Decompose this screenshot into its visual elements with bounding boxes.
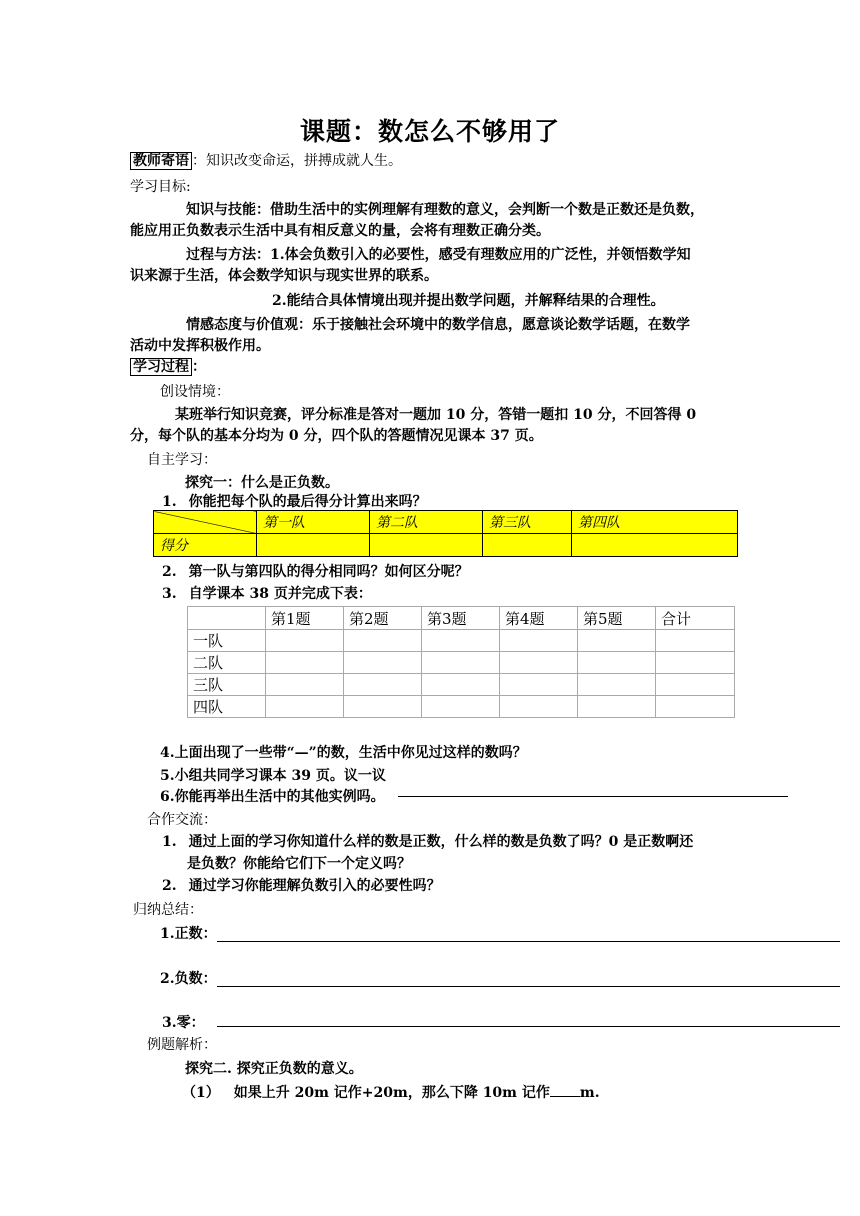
q2-header: 第2题: [344, 607, 422, 630]
goal-process-line1: 过程与方法：1.体会负数引入的必要性，感受有理数应用的广泛性，并领悟数学知: [186, 247, 691, 263]
total-cell[interactable]: [656, 652, 735, 674]
score-cell[interactable]: [344, 652, 422, 674]
situation-line1: 某班举行知识竞赛，评分标准是答对一题加 10 分，答错一题扣 10 分，不回答得 0: [175, 407, 697, 423]
row-label-team3: 三队: [188, 674, 266, 696]
explore2-heading: 探究二. 探究正负数的意义。: [185, 1061, 363, 1077]
process-heading: [130, 358, 206, 376]
score-cell[interactable]: [344, 696, 422, 718]
score-cell[interactable]: [578, 652, 656, 674]
table-row: [154, 511, 738, 534]
situation-heading: 创设情境：: [160, 384, 230, 400]
coop-question2-number: 2.: [162, 878, 177, 894]
question3-text: 自学课本 38 页并完成下表：: [188, 586, 372, 602]
corner-cell: [188, 607, 266, 630]
total-cell[interactable]: [656, 674, 735, 696]
score-cell[interactable]: [266, 674, 344, 696]
positive-definition-line[interactable]: [217, 941, 840, 942]
score-cell[interactable]: [500, 696, 578, 718]
page-title: 课题：数怎么不够用了: [299, 117, 560, 146]
total-cell[interactable]: [656, 696, 735, 718]
score-cell[interactable]: [422, 696, 500, 718]
question2-number: 2.: [162, 564, 177, 580]
question3: [162, 585, 372, 603]
table-row: [154, 534, 738, 557]
table-row: [188, 630, 735, 652]
score-cell[interactable]: [500, 674, 578, 696]
diagonal-header-cell: [154, 511, 257, 534]
question1-number: 1.: [162, 494, 177, 510]
goal-attitude-line1: 情感态度与价值观：乐于接触社会环境中的数学信息，愿意谈论数学话题，在数学: [186, 317, 690, 333]
score-cell[interactable]: [266, 630, 344, 652]
table-row: [188, 652, 735, 674]
row-label-team2: 二队: [188, 652, 266, 674]
coop-question1: [162, 833, 693, 851]
zero-definition-line[interactable]: [217, 1026, 840, 1027]
self-study-heading: 自主学习：: [147, 452, 217, 468]
team4-score-cell[interactable]: [572, 534, 738, 557]
coop-question2: [162, 877, 441, 895]
table-row: [188, 674, 735, 696]
summary-positive-label: 1.正数：: [160, 926, 217, 942]
score-row-label: 得分: [154, 534, 257, 557]
situation-line2: 分，每个队的基本分均为 0 分，四个队的答题情况见课本 37 页。: [130, 428, 543, 444]
score-cell[interactable]: [578, 630, 656, 652]
process-label: 学习过程: [130, 358, 192, 376]
question4: 4.上面出现了一些带“—”的数，生活中你见过这样的数吗？: [160, 745, 527, 761]
question1-text: 你能把每个队的最后得分计算出来吗？: [188, 494, 427, 510]
score-cell[interactable]: [500, 652, 578, 674]
summary-zero-label: 3.零：: [162, 1015, 205, 1031]
row-label-team4: 四队: [188, 696, 266, 718]
q3-header: 第3题: [422, 607, 500, 630]
team2-score-cell[interactable]: [370, 534, 483, 557]
example1-number: （1）: [182, 1085, 220, 1101]
question-score-table: [187, 606, 735, 718]
team-score-table: [153, 510, 738, 557]
process-colon: ：: [192, 359, 206, 375]
question5: 5.小组共同学习课本 39 页。议一议: [160, 768, 386, 784]
score-cell[interactable]: [266, 652, 344, 674]
teacher-message-text: ：知识改变命运，拼搏成就人生。: [192, 153, 402, 169]
coop-question1-number: 1.: [162, 834, 177, 850]
question2-text: 第一队与第四队的得分相同吗？如何区分呢？: [188, 564, 469, 580]
team3-header: 第三队: [483, 511, 572, 534]
table-row: [188, 607, 735, 630]
example1-answer-blank[interactable]: [550, 1082, 580, 1097]
summary-negative-label: 2.负数：: [160, 971, 217, 987]
goal-process-line2: 识来源于生活，体会数学知识与现实世界的联系。: [130, 268, 438, 284]
example1: [182, 1082, 600, 1102]
score-cell[interactable]: [344, 674, 422, 696]
teacher-message-label: 教师寄语: [130, 152, 192, 170]
negative-definition-line[interactable]: [217, 986, 840, 987]
example1-unit: m.: [579, 1085, 600, 1101]
total-header: 合计: [656, 607, 735, 630]
score-cell[interactable]: [422, 630, 500, 652]
goal-process-line3: 2.能结合具体情境出现并提出数学问题，并解释结果的合理性。: [272, 293, 665, 309]
row-label-team1: 一队: [188, 630, 266, 652]
team2-header: 第二队: [370, 511, 483, 534]
goal-attitude-line2: 活动中发挥积极作用。: [130, 338, 270, 354]
total-cell[interactable]: [656, 630, 735, 652]
question6: 6.你能再举出生活中的其他实例吗。: [160, 789, 385, 805]
example1-text: 如果上升 20m 记作+20m，那么下降 10m 记作: [233, 1085, 550, 1101]
score-cell[interactable]: [344, 630, 422, 652]
team1-header: 第一队: [257, 511, 370, 534]
cooperation-heading: 合作交流：: [147, 812, 217, 828]
q1-header: 第1题: [266, 607, 344, 630]
score-cell[interactable]: [578, 696, 656, 718]
score-cell[interactable]: [266, 696, 344, 718]
explore1-heading: 探究一：什么是正负数。: [185, 475, 339, 491]
coop-question1-line1: 通过上面的学习你知道什么样的数是正数，什么样的数是负数了吗？0 是正数啊还: [188, 834, 694, 850]
question2: [162, 563, 469, 581]
score-cell[interactable]: [422, 674, 500, 696]
team3-score-cell[interactable]: [483, 534, 572, 557]
table-row: [188, 696, 735, 718]
team1-score-cell[interactable]: [257, 534, 370, 557]
example-heading: 例题解析：: [147, 1037, 217, 1053]
coop-question1-line2: 是负数？你能给它们下一个定义吗？: [187, 856, 411, 872]
goal-knowledge-line2: 能应用正负数表示生活中具有相反意义的量，会将有理数正确分类。: [130, 223, 550, 239]
goals-heading: 学习目标:: [130, 179, 191, 195]
q4-header: 第4题: [500, 607, 578, 630]
coop-question2-text: 通过学习你能理解负数引入的必要性吗？: [188, 878, 441, 894]
teacher-message: [130, 152, 402, 170]
score-cell[interactable]: [422, 652, 500, 674]
q5-header: 第5题: [578, 607, 656, 630]
goal-knowledge-line1: 知识与技能：借助生活中的实例理解有理数的意义，会判断一个数是正数还是负数，: [186, 202, 704, 218]
question3-number: 3.: [162, 586, 177, 602]
question1: [162, 493, 427, 511]
team4-header: 第四队: [572, 511, 738, 534]
score-cell[interactable]: [500, 630, 578, 652]
summary-heading: 归纳总结：: [133, 902, 203, 918]
question6-answer-line[interactable]: [398, 796, 788, 797]
score-cell[interactable]: [578, 674, 656, 696]
